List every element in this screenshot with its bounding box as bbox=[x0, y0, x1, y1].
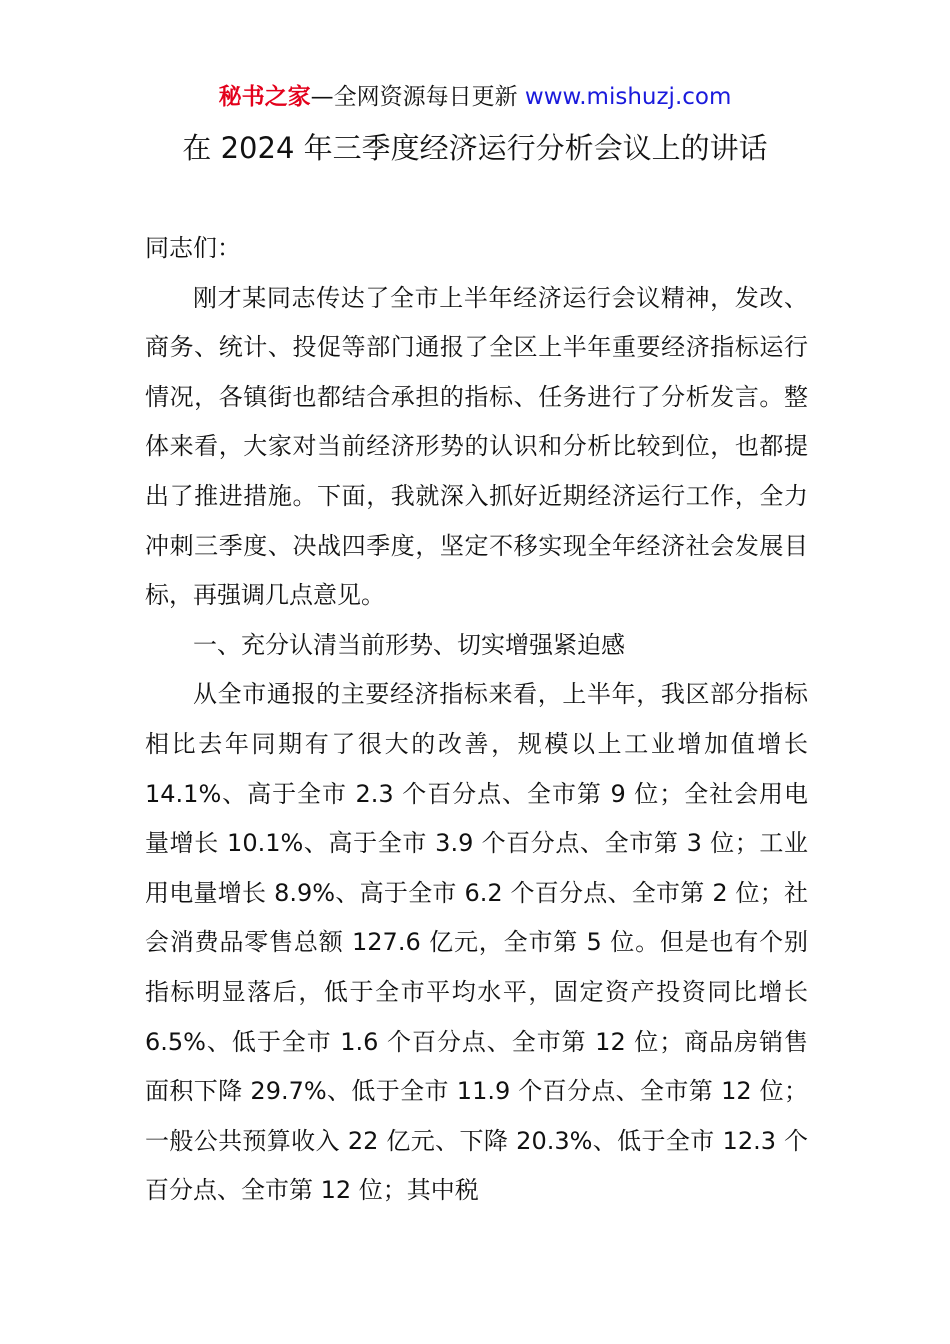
section-heading: 一、充分认清当前形势、切实增强紧迫感 bbox=[193, 630, 625, 659]
salutation: 同志们： bbox=[145, 234, 241, 262]
document-title: 在 2024 年三季度经济运行分析会议上的讲话 bbox=[182, 131, 768, 165]
site-header bbox=[0, 80, 950, 114]
document-body bbox=[145, 224, 808, 1216]
body-paragraph: 从全市通报的主要经济指标来看，上半年，我区部分指标相比去年同期有了很大的改善，规模以上工业增加值增长 14.1%、高于全市 2.3 个百分点、全市第 9 位；全社会用电量增长 10.1%、高于全市 3.9 个百分点、全市第 3 位；工业用电量增长 8.9%、高于全市 6.2 个百分点、全市第 2 位；社会消费品零售总额 127.6 亿元，全市第 5 位。但是也有个别指标明显落后，低于全市平均水平，固定资产投资同比增长 6.5%、低于全市 1.6 个百分点、全市第 12 位；商品房销售面积下降 29.7%、低于全市 11.9 个百分点、全市第 12 位；一般公共预算收入 22 亿元、下降 20.3%、低于全市 12.3 个百分点、全市第 12 位；其中税 bbox=[145, 680, 808, 1205]
header-slogan: —全网资源每日更新 bbox=[310, 84, 518, 110]
brand-name: 秘书之家 bbox=[218, 84, 311, 110]
site-url-link[interactable]: www.mishuzj.com bbox=[524, 84, 732, 110]
body-paragraph: 刚才某同志传达了全市上半年经济运行会议精神，发改、商务、统计、投促等部门通报了全区上半年重要经济指标运行情况，各镇街也都结合承担的指标、任务进行了分析发言。整体来看，大家对当前经济形势的认识和分析比较到位，也都提出了推进措施。下面，我就深入抓好近期经济运行工作，全力冲刺三季度、决战四季度，坚定不移实现全年经济社会发展目标，再强调几点意见。 bbox=[145, 283, 808, 610]
